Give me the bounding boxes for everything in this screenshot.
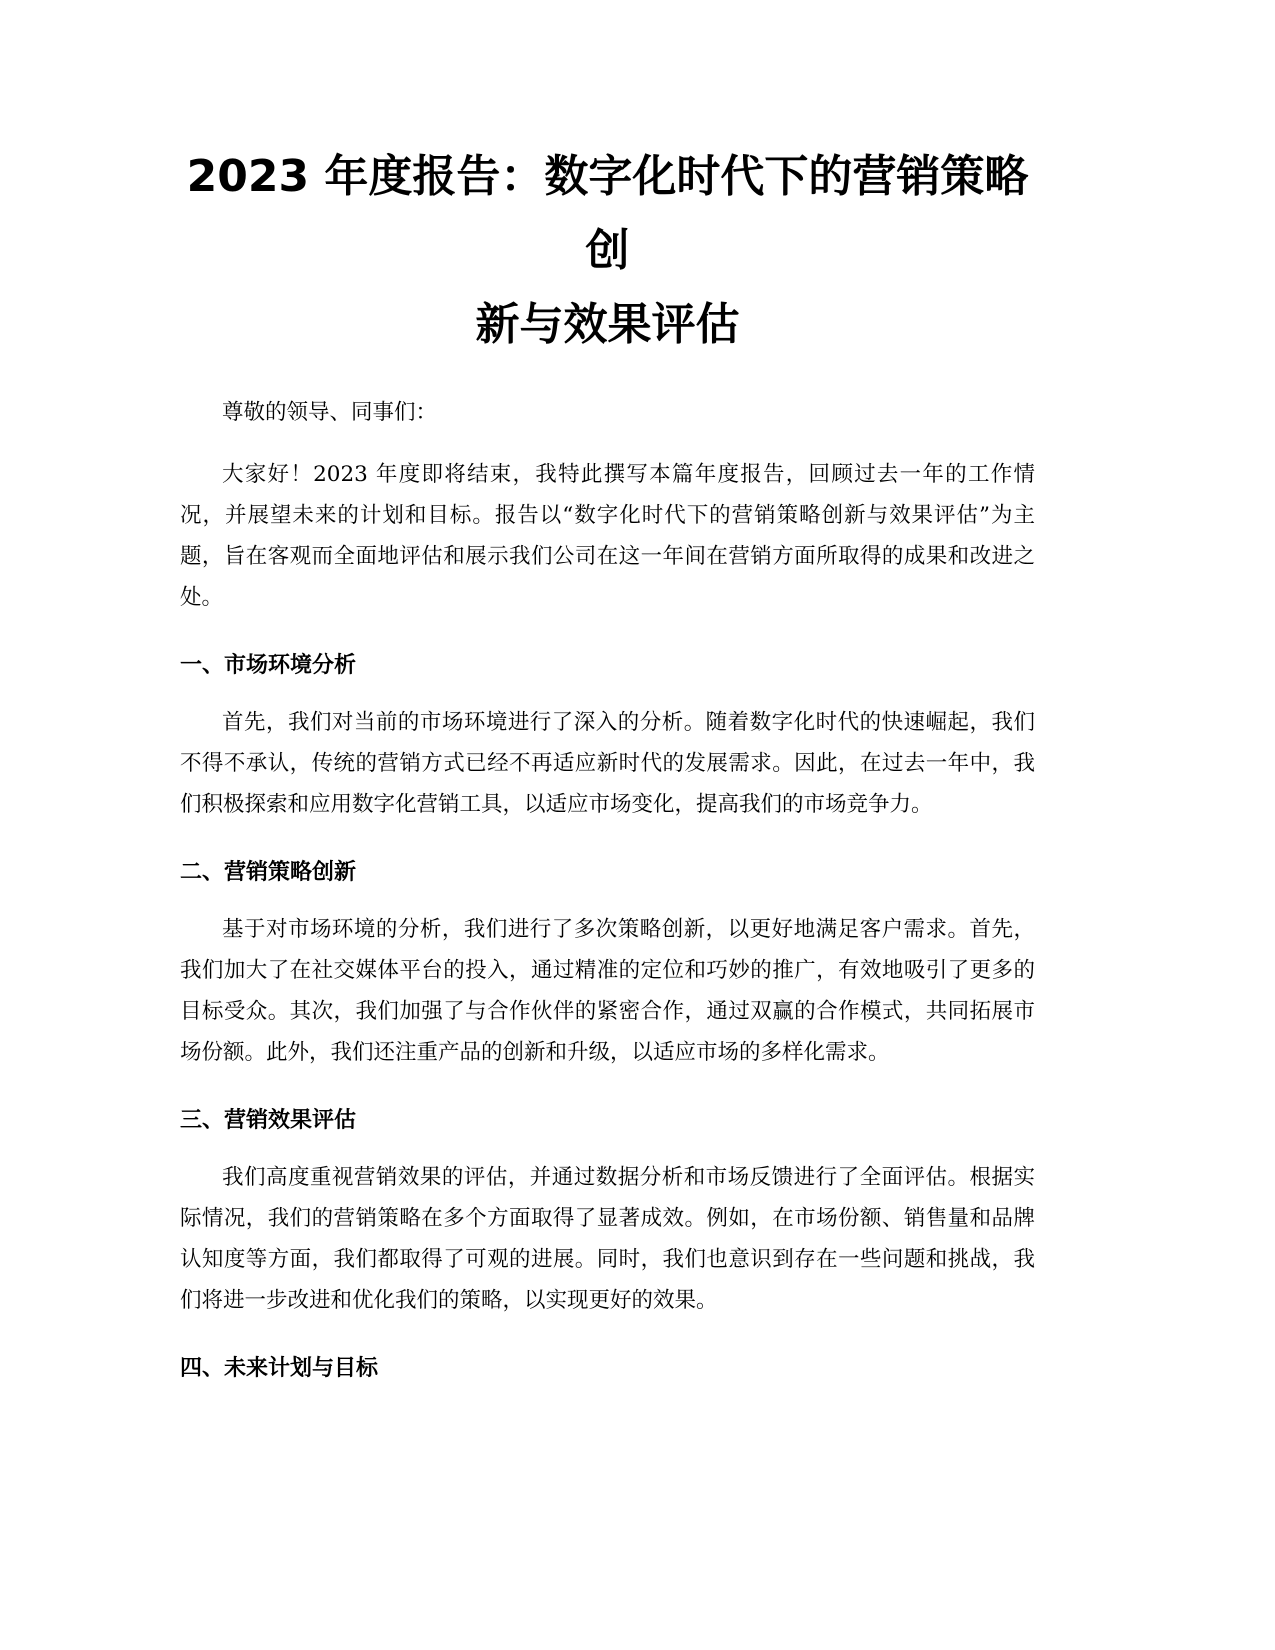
title-line-2: 新与效果评估 [475, 299, 740, 350]
section-body-strategy-innovation: 基于对市场环境的分析，我们进行了多次策略创新，以更好地满足客户需求。首先，我们加大了在社交媒体平台的投入，通过精准的定位和巧妙的推广，有效地吸引了更多的目标受众。其次，我们加强了与合作伙伴的紧密合作，通过双赢的合作模式，共同拓展市场份额。此外，我们还注重产品的创新和升级，以适应市场的多样化需求。 [180, 917, 1035, 1065]
section-heading-future-plans: 四、未来计划与目标 [180, 1356, 379, 1381]
section-body-market-environment: 首先，我们对当前的市场环境进行了深入的分析。随着数字化时代的快速崛起，我们不得不承认，传统的营销方式已经不再适应新时代的发展需求。因此，在过去一年中，我们积极探索和应用数字化营销工具，以适应市场变化，提高我们的市场竞争力。 [180, 710, 1035, 817]
intro-paragraph: 大家好！2023 年度即将结束，我特此撰写本篇年度报告，回顾过去一年的工作情况，并展望未来的计划和目标。报告以“数字化时代下的营销策略创新与效果评估”为主题，旨在客观而全面地评估和展示我们公司在这一年间在营销方面所取得的成果和改进之处。 [180, 462, 1035, 610]
document-page [180, 140, 1035, 1387]
section-heading-market-environment: 一、市场环境分析 [180, 653, 357, 678]
section-body-effect-evaluation: 我们高度重视营销效果的评估，并通过数据分析和市场反馈进行了全面评估。根据实际情况，我们的营销策略在多个方面取得了显著成效。例如，在市场份额、销售量和品牌认知度等方面，我们都取得了可观的进展。同时，我们也意识到存在一些问题和挑战，我们将进一步改进和优化我们的策略，以实现更好的效果。 [180, 1165, 1035, 1313]
title-line-1: 2023 年度报告：数字化时代下的营销策略创 [186, 151, 1029, 276]
section-heading-strategy-innovation: 二、营销策略创新 [180, 860, 357, 885]
salutation: 尊敬的领导、同事们： [222, 400, 438, 425]
section-heading-effect-evaluation: 三、营销效果评估 [180, 1108, 357, 1133]
document-title [180, 140, 1035, 362]
